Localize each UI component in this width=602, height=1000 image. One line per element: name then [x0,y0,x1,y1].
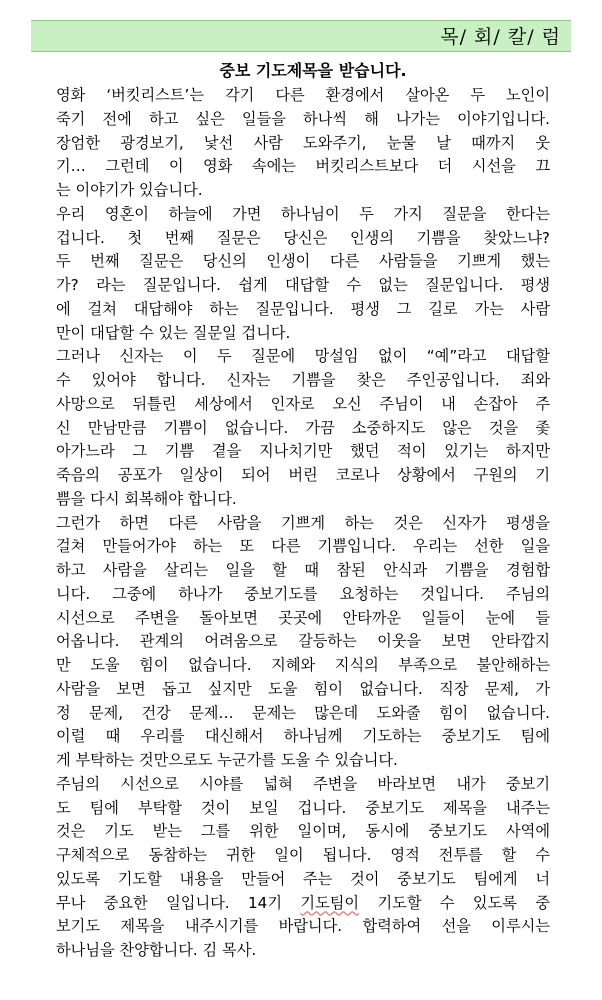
paragraph-line: 우리 영혼이 하늘에 가면 하나님이 두 가지 질문을 한다는 [56,204,550,223]
paragraph-line: 걸쳐 만들어가야 하는 또 다른 기쁨입니다. 우리는 선한 일을 [56,537,550,556]
paragraph-line: 쁨을 다시 회복해야 합니다. [56,489,237,508]
paragraph-line: 기… 그런데 이 영화 속에는 버킷리스트보다 더 시선을 끄 [56,157,550,176]
article-paragraph [56,773,550,963]
article-paragraph [56,203,550,346]
paragraph-line: 시선으로 주변을 돌아보면 곳곳에 안타까운 일들이 눈에 들 [56,608,550,627]
paragraph-line: 하나님을 찬양합니다. 김 목사. [56,941,257,959]
paragraph-line: 아가느라 그 기쁨 곁을 지나치기만 했던 적이 있기는 하지만 [56,442,550,461]
paragraph-line: 것은 기도 받는 그를 위한 일이며, 동시에 중보기도 사역에 [56,822,550,841]
article-paragraph [56,345,550,511]
column-header-title: 목/ 회/ 칼/ 럼 [440,26,561,48]
article [56,58,550,963]
paragraph-line: 어옵니다. 관계의 어려움으로 갈등하는 이웃을 보면 안타깝지 [56,632,550,651]
paragraph-line: 수 있어야 합니다. 신자는 기쁨을 찾은 주인공입니다. 죄와 [56,371,550,389]
article-paragraph [56,512,550,773]
paragraph-line: 사망으로 뒤틀린 세상에서 인자로 오신 주님이 내 손잡아 주 [56,394,550,413]
paragraph-line: 가? 라는 질문입니다. 쉽게 대답할 수 없는 질문입니다. 평생 [56,276,550,294]
paragraph-line: 죽음의 공포가 일상이 되어 버린 코로나 상황에서 구원의 기 [56,466,550,484]
paragraph-line: 이럴 때 우리를 대신해서 하나님께 기도하는 중보기도 팀에 [56,727,550,746]
paragraph-line: 구체적으로 동참하는 귀한 일이 됩니다. 영적 전투를 할 수 [56,846,550,864]
column-header-bar [31,20,571,52]
paragraph-line: 죽기 전에 하고 싶은 일들을 하나씩 해 나가는 이야기입니다. [56,109,550,128]
paragraph-line: 영화 ‘버킷리스트’는 각기 다른 환경에서 살아온 두 노인이 [56,86,550,104]
paragraph-line: 주님의 시선으로 시야를 넓혀 주변을 바라보면 내가 중보기 [56,774,550,793]
paragraph-line: 정 문제, 건강 문제… 문제는 많은데 도와줄 힘이 없습니다. [56,703,550,722]
paragraph-line: 그러나 신자는 이 두 질문에 망설임 없이 “예”라고 대답할 [56,347,550,366]
paragraph-line: 무나 중요한 일입니다. 14기 기도팀이 기도할 수 있도록 중 [56,893,550,912]
paragraph-line: 사람을 보면 돕고 싶지만 도울 힘이 없습니다. 직장 문제, 가 [56,679,550,698]
paragraph-line: 보기도 제목을 내주시기를 바랍니다. 합력하여 선을 이루시는 [56,917,550,936]
paragraph-line: 신 만남만큼 기쁨이 없습니다. 가끔 소중하지도 않은 것을 좇 [56,418,550,437]
paragraph-line: 만 도울 힘이 없습니다. 지혜와 지식의 부족으로 불안해하는 [56,656,550,674]
paragraph-line: 겁니다. 첫 번째 질문은 당신은 인생의 기쁨을 찾았느냐? [56,228,550,247]
paragraph-line: 장엄한 광경보기, 낯선 사람 도와주기, 눈물 날 때까지 웃 [56,133,550,152]
paragraph-line: 도 팀에 부탁할 것이 보일 겁니다. 중보기도 제목을 내주는 [56,798,550,817]
spellcheck-underline: 기도팀이 [300,893,360,912]
article-title: 중보 기도제목을 받습니다. [219,61,407,80]
paragraph-line: 게 부탁하는 것만으로도 누군가를 도울 수 있습니다. [56,751,398,769]
paragraph-line: 하고 사람을 살리는 일을 할 때 참된 안식과 기쁨을 경험합 [56,561,550,579]
paragraph-line: 있도록 기도할 내용을 만들어 주는 것이 중보기도 팀에게 너 [56,869,550,888]
paragraph-line: 두 번째 질문은 당신의 인생이 다른 사람들을 기쁘게 했는 [56,252,550,271]
paragraph-line: 그런가 하면 다른 사람을 기쁘게 하는 것은 신자가 평생을 [56,513,550,532]
article-body [56,84,550,963]
paragraph-line: 에 걸쳐 대답해야 하는 질문입니다. 평생 그 길로 가는 사람 [56,299,550,318]
paragraph-line: 는 이야기가 있습니다. [56,181,203,199]
paragraph-line: 만이 대답할 수 있는 질문일 겁니다. [56,323,291,342]
paragraph-line: 니다. 그중에 하나가 중보기도를 요청하는 것입니다. 주님의 [56,584,550,603]
article-paragraph [56,84,550,203]
